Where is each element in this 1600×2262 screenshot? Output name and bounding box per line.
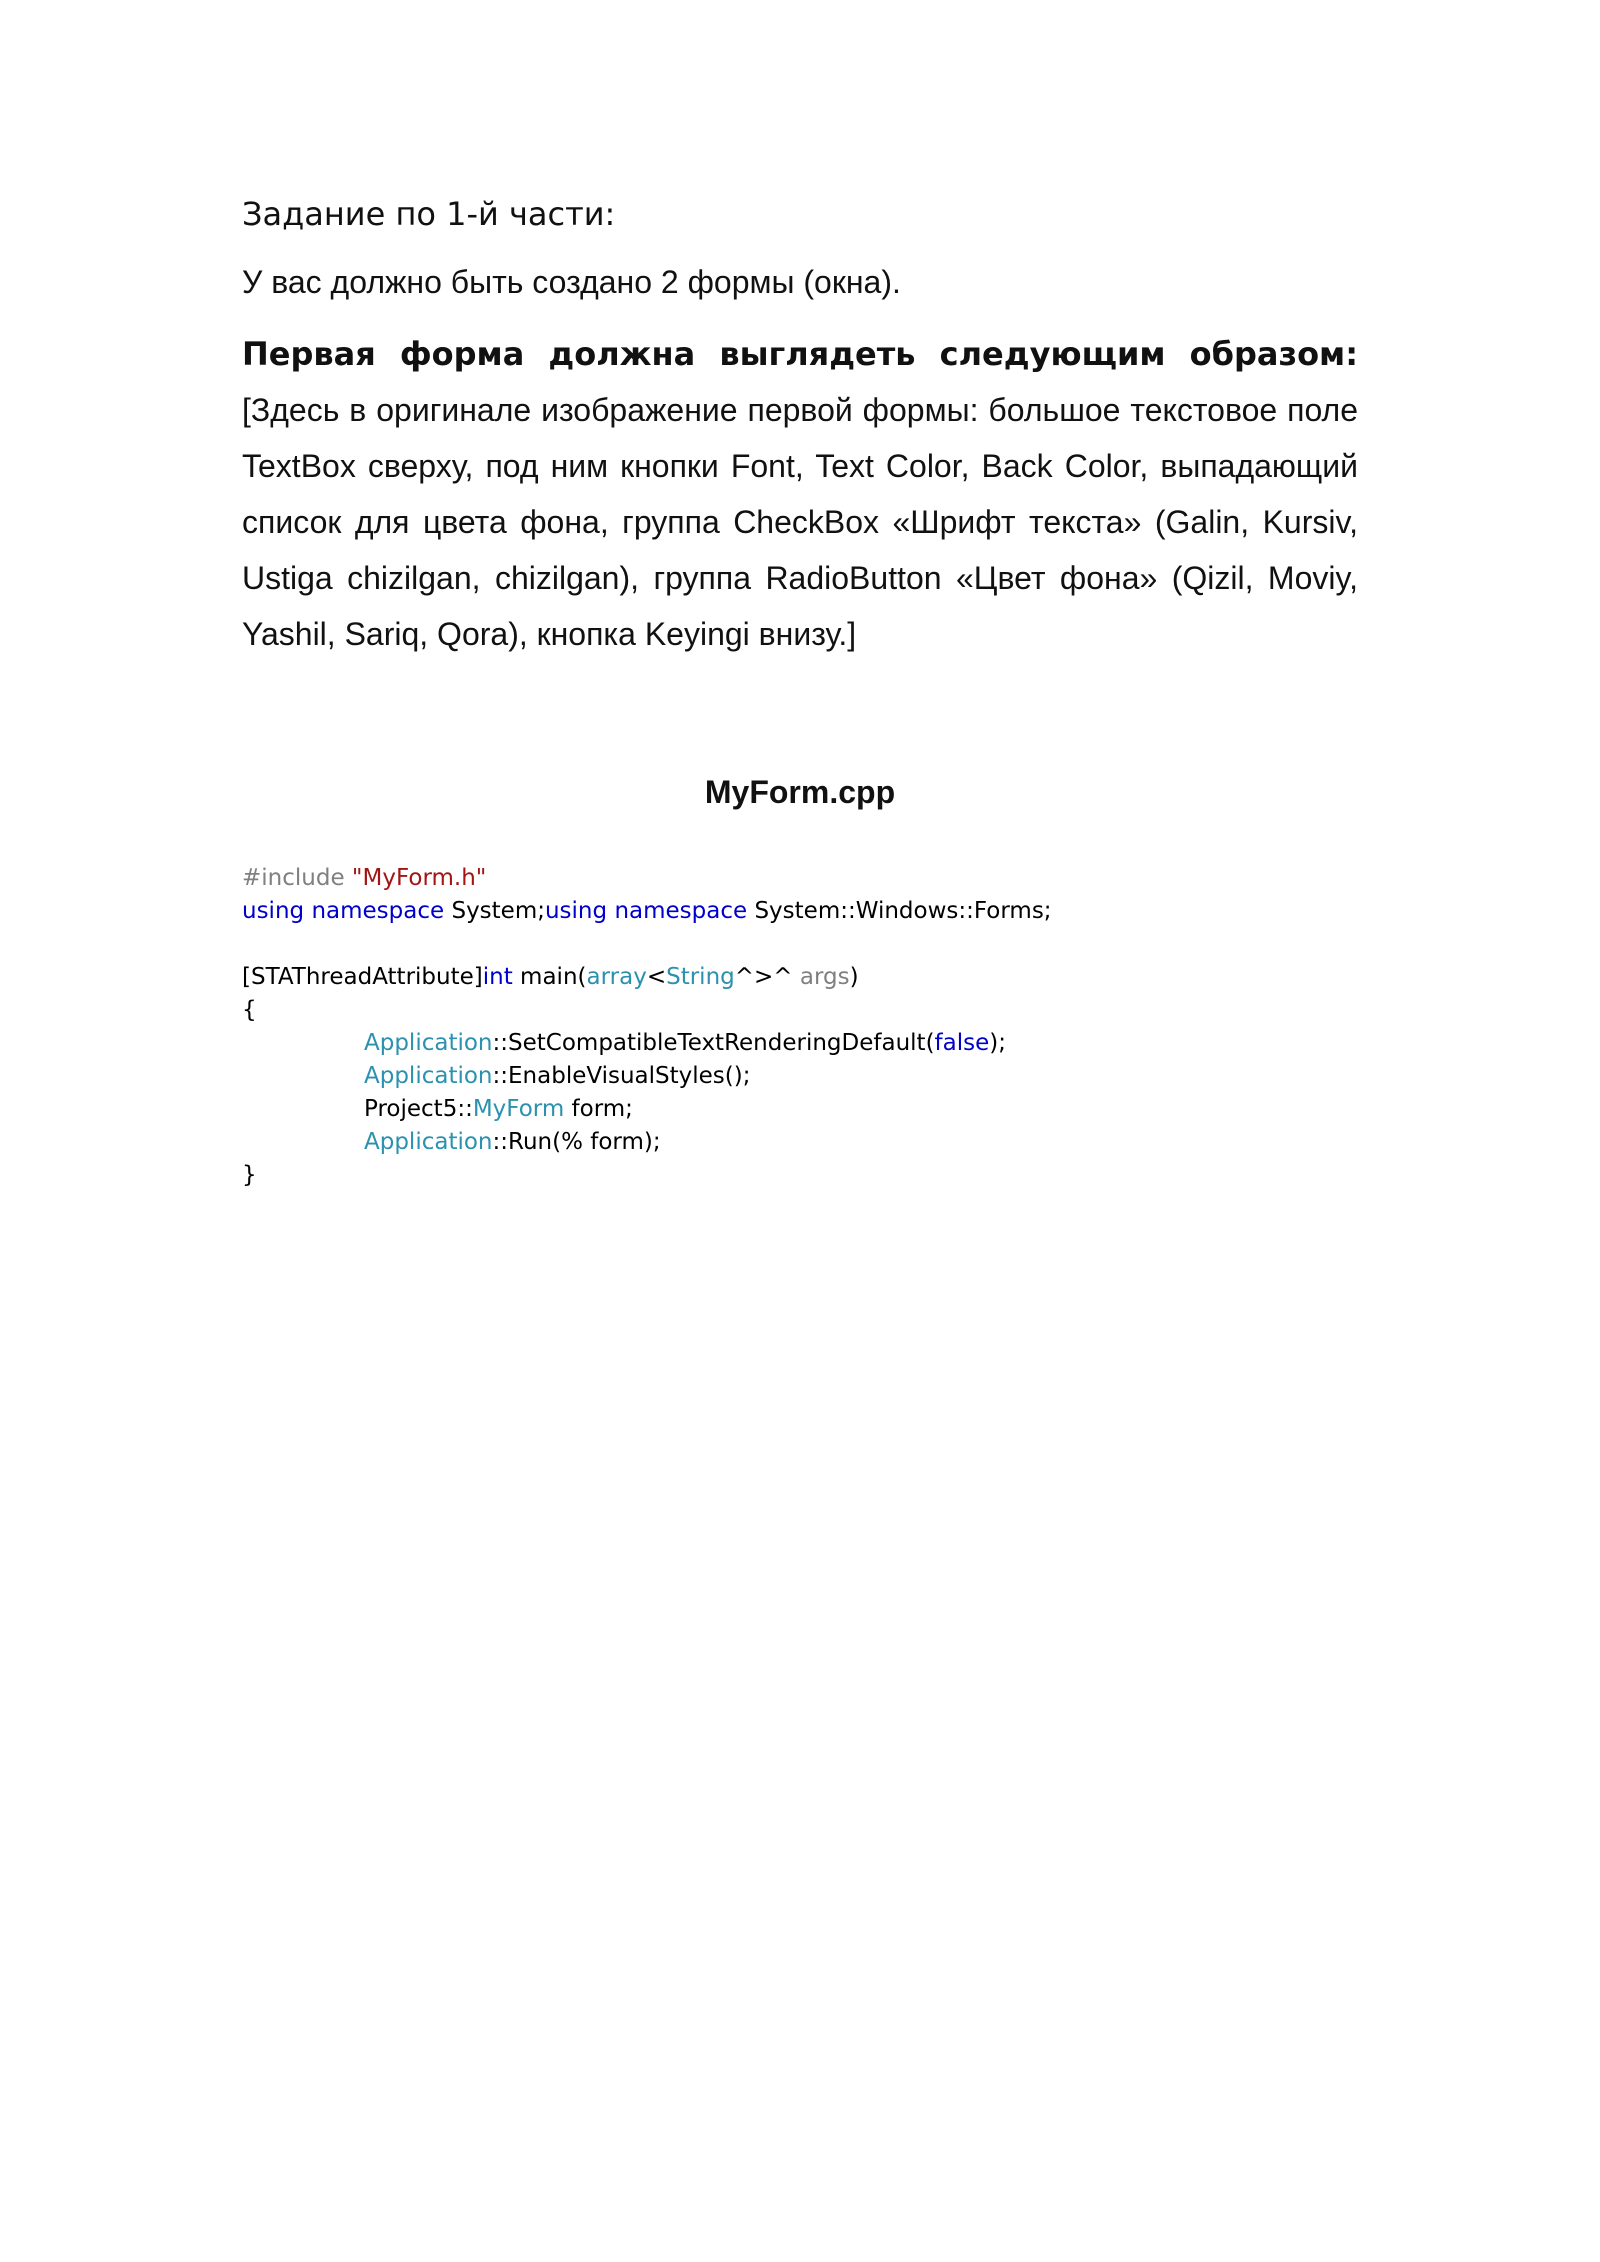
code-text: ^>^ [734, 964, 800, 990]
code-keyword: int [482, 964, 513, 990]
code-text: ::Run(% form); [492, 1129, 661, 1155]
code-text: main( [512, 964, 587, 990]
code-type: Application [364, 1063, 493, 1089]
code-keyword: false [934, 1030, 990, 1056]
code-line-close-brace [242, 1159, 1358, 1192]
code-text: ); [989, 1030, 1006, 1056]
code-line-visual-styles [242, 1060, 1358, 1093]
code-type: MyForm [472, 1096, 565, 1122]
code-keyword: using [242, 898, 305, 924]
code-text: ) [849, 964, 859, 990]
code-line-run [242, 1126, 1358, 1159]
code-type: String [666, 964, 735, 990]
code-text: ::SetCompatibleTextRenderingDefault( [492, 1030, 935, 1056]
code-keyword: using [544, 898, 608, 924]
code-type: array [586, 964, 647, 990]
code-string: "MyForm.h" [351, 865, 487, 891]
code-listing [242, 862, 1358, 1192]
code-text: [STAThreadAttribute] [242, 964, 483, 990]
code-text: { [242, 997, 257, 1023]
code-text: form; [564, 1096, 633, 1122]
code-line-compat-render [242, 1027, 1358, 1060]
form-description-lead: Первая форма должна выглядеть следующим образом: [242, 335, 1358, 373]
form-description-text: [Здесь в оригинале изображение первой формы: большое текстовое поле TextBox сверху, под ним кнопки Font, Text Color, Back Color, выпадающий список для цвета фона, группа CheckBox «Шрифт текста» (Galin, Kursiv, Ustiga chizilgan, chizilgan), группа RadioButton «Цвет фона» (Qizil, Moviy, Yashil, Sariq, Qora), кнопка Keyingi внизу.] [242, 392, 1358, 652]
code-text: ::EnableVisualStyles(); [492, 1063, 751, 1089]
code-preprocessor: #include [242, 865, 352, 891]
code-type: Application [364, 1030, 493, 1056]
code-parameter: args [799, 964, 850, 990]
code-text: } [242, 1162, 257, 1188]
code-keyword: namespace [311, 898, 445, 924]
code-text: Project5:: [364, 1096, 473, 1122]
task-heading: Задание по 1-й части: [242, 195, 616, 233]
document-content [242, 190, 1358, 1188]
code-line-using [242, 895, 1358, 928]
code-text: < [646, 964, 667, 990]
form-description-paragraph [242, 326, 1358, 662]
intro-paragraph: У вас должно быть создано 2 формы (окна). [242, 264, 901, 300]
code-line-form-decl [242, 1093, 1358, 1126]
code-line-open-brace [242, 994, 1358, 1027]
code-line-blank [242, 928, 1358, 961]
code-text: System::Windows::Forms; [747, 898, 1052, 924]
code-type: Application [364, 1129, 493, 1155]
code-file-title: MyForm.cpp [704, 774, 896, 810]
code-text: System; [444, 898, 545, 924]
code-line-include [242, 862, 1358, 895]
code-line-main [242, 961, 1358, 994]
code-keyword: namespace [614, 898, 748, 924]
